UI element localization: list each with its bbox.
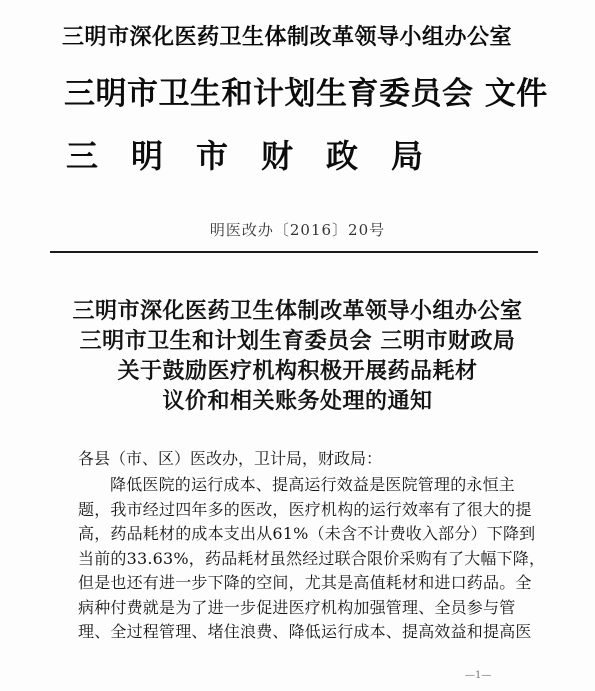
title-line-3: 关于鼓励医疗机构积极开展药品耗材	[117, 358, 478, 384]
body-line: 题，我市经过四年多的医改，医疗机构的运行效率有了很大的提	[78, 499, 532, 519]
issuer-line-1: 三明市深化医药卫生体制改革领导小组办公室	[62, 25, 513, 50]
body-text	[78, 473, 546, 645]
title-line-4: 议价和相关账务处理的通知	[162, 388, 433, 414]
issuer-line-3: 三明市财政局	[66, 137, 457, 175]
header-divider	[50, 251, 538, 253]
body-line: 当前的33.63%，药品耗材虽然经过联合限价采购有了大幅下降，	[78, 548, 546, 568]
body-line: 病种付费就是为了进一步促进医疗机构加强管理、全员参与管	[78, 597, 516, 617]
page-number: —1—	[465, 670, 492, 681]
body-line: 理、全过程管理、堵住浪费、降低运行成本、提高效益和提高医	[78, 622, 532, 641]
body-line: 但是也还有进一步下降的空间，尤其是高值耗材和进口药品。全	[78, 573, 532, 592]
document-title	[0, 296, 595, 416]
title-line-2: 三明市卫生和计划生育委员会 三明市财政局	[79, 328, 516, 354]
body-line: 高，药品耗材的成本支出从61%（未含不计费收入部分）下降到	[78, 524, 536, 543]
issuer-line-2: 三明市卫生和计划生育委员会 文件	[64, 76, 548, 112]
salutation: 各县（市、区）医改办，卫计局，财政局：	[78, 449, 383, 468]
document-number: 明医改办〔2016〕20号	[209, 221, 386, 239]
body-line: 降低医院的运行成本、提高运行效益是医院管理的永恒主	[110, 475, 516, 494]
title-line-1: 三明市深化医药卫生体制改革领导小组办公室	[72, 298, 523, 324]
